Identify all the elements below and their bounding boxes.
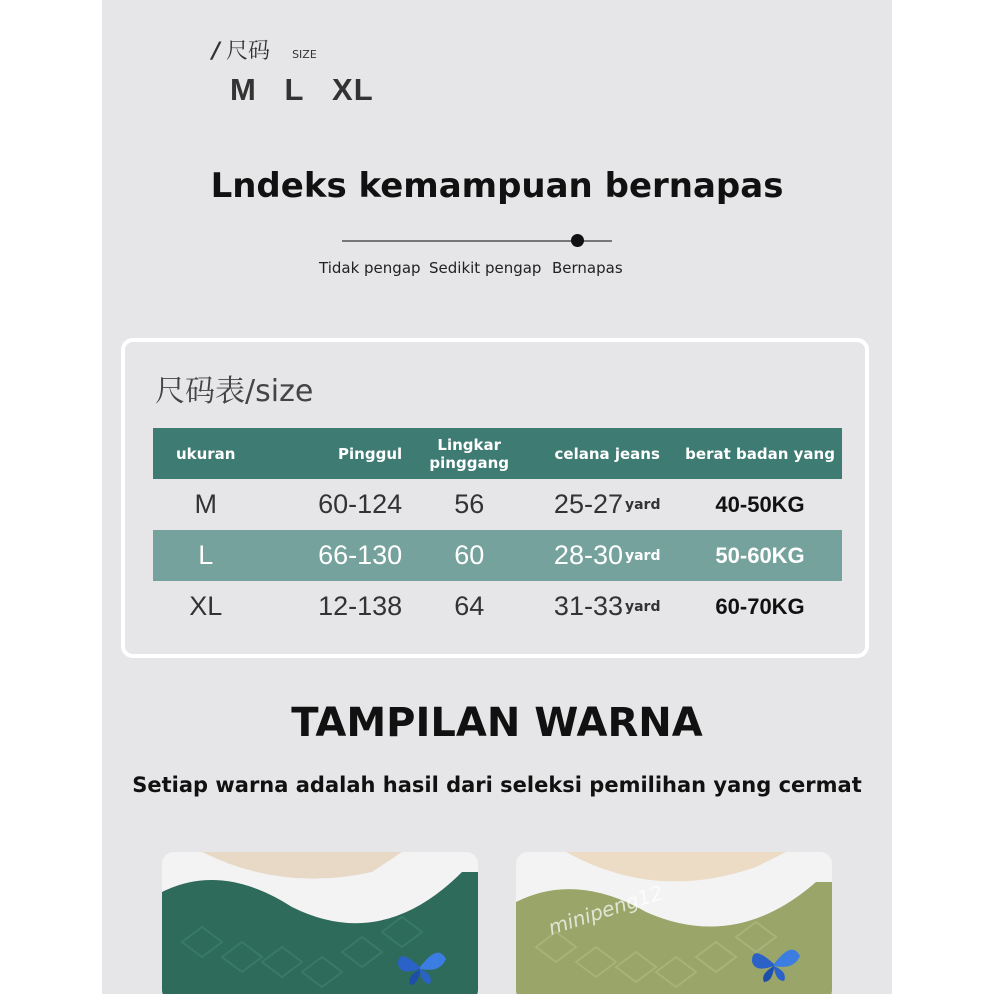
cell-hip: 12-138 — [318, 591, 403, 621]
jeans-value: 25-27 — [553, 489, 623, 519]
jeans-unit: yard — [624, 599, 661, 615]
cell-jeans — [536, 540, 678, 571]
product-image-olive-green[interactable] — [516, 852, 832, 994]
jeans-value: 28-30 — [553, 540, 623, 570]
table-row — [153, 479, 842, 530]
cell-hip: 66-130 — [318, 540, 403, 570]
cell-waist: 64 — [454, 591, 485, 621]
breathability-title: Lndeks kemampuan bernapas — [210, 166, 784, 206]
size-option-m: M — [230, 72, 257, 107]
size-label-en: SIZE — [292, 48, 317, 61]
size-option-l: L — [284, 72, 305, 107]
watermark-text: minipeng12 — [545, 880, 666, 940]
breathability-level-mid: Sedikit pengap — [429, 259, 542, 277]
breathability-indicator-dot — [571, 234, 584, 247]
size-chart-table — [153, 428, 842, 632]
table-row — [153, 530, 842, 581]
cell-size: L — [198, 540, 214, 570]
cell-weight: 50-60KG — [715, 542, 805, 568]
cell-size: XL — [189, 591, 223, 621]
jeans-unit: yard — [624, 548, 661, 564]
table-header-row — [153, 428, 842, 479]
cell-jeans — [536, 489, 678, 520]
size-option-xl: XL — [332, 72, 374, 107]
header-waist: Lingkar pinggang — [429, 435, 509, 472]
product-detail-panel — [102, 0, 892, 994]
size-slash: / — [212, 39, 221, 64]
breathability-level-low: Tidak pengap — [319, 259, 421, 277]
size-options — [230, 72, 392, 108]
header-size: ukuran — [175, 444, 236, 463]
size-header — [212, 34, 317, 65]
header-weight: berat badan yang — [685, 444, 835, 463]
cell-weight: 60-70KG — [715, 593, 805, 619]
size-label-cn: 尺码 — [226, 39, 271, 64]
cell-size: M — [194, 489, 217, 519]
jeans-unit: yard — [624, 497, 661, 513]
size-chart-title: 尺码表/size — [155, 374, 314, 409]
cell-waist: 56 — [454, 489, 485, 519]
cell-waist: 60 — [454, 540, 485, 570]
jeans-value: 31-33 — [553, 591, 623, 621]
breathability-level-high: Bernapas — [552, 259, 623, 277]
dark-green-brief-illustration — [162, 852, 478, 994]
header-jeans: celana jeans — [554, 444, 660, 463]
cell-hip: 60-124 — [318, 489, 403, 519]
size-chart-box — [121, 338, 869, 658]
product-image-dark-green[interactable] — [162, 852, 478, 994]
cell-weight: 40-50KG — [715, 491, 805, 517]
table-row — [153, 581, 842, 632]
header-hip: Pinggul — [338, 444, 403, 463]
color-section-subtitle: Setiap warna adalah hasil dari seleksi pemilihan yang cermat — [132, 773, 862, 797]
cell-jeans — [536, 591, 678, 622]
color-section-title: TAMPILAN WARNA — [291, 700, 703, 746]
